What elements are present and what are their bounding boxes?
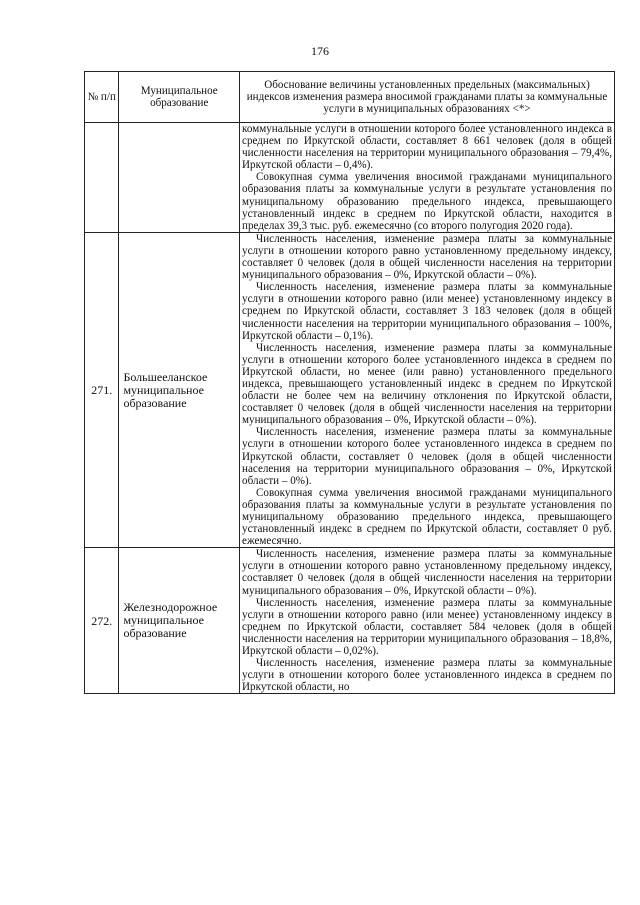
justification-paragraph: Численность населения, изменение размера платы за коммунальные услуги в отношении которого более установленного индекса в среднем по Иркутской области, составляет 0 человек (доля в общей численности населения на территории муниципального образования – 0%, Иркутской области – 0%).	[242, 426, 612, 487]
index-justification-table	[84, 71, 615, 694]
header-num: № п/п	[85, 72, 119, 123]
justification-paragraph: Совокупная сумма увеличения вносимой гражданами муниципального образования платы за коммунальные услуги в результате установления по муниципальному образованию предельного индекса, превышающего установленный индекс в среднем по Иркутской области, составляет 0 руб. ежемесячно.	[242, 486, 612, 548]
justification-text	[240, 123, 615, 233]
justification-text	[240, 548, 615, 694]
municipality-name: Железнодорожное муниципальное образование	[119, 548, 240, 694]
row-number	[85, 123, 119, 233]
justification-paragraph: Численность населения, изменение размера платы за коммунальные услуги в отношении которого более установленного индекса в среднем по Иркутской области, но	[242, 657, 612, 694]
justification-paragraph: Численность населения, изменение размера платы за коммунальные услуги в отношении которого равно установленному предельному индексу, составляет 0 человек (доля в общей численности населения на территории муниципального образования – 0%, Иркутской области – 0%).	[242, 548, 612, 597]
table-row	[85, 123, 615, 233]
justification-paragraph: Численность населения, изменение размера платы за коммунальные услуги в отношении которого равно установленному предельному индексу, составляет 0 человек (доля в общей численности населения на территории муниципального образования – 0%, Иркутской области – 0%).	[242, 232, 612, 282]
table-row	[85, 548, 615, 694]
header-justification: Обоснование величины установленных предельных (максимальных) индексов изменения размера вносимой гражданами платы за коммунальные услуги в муниципальных образованиях <*>	[240, 72, 615, 123]
justification-text	[240, 232, 615, 547]
justification-paragraph: Численность населения, изменение размера платы за коммунальные услуги в отношении которого равно (или менее) установленному индексу в среднем по Иркутской области, составляет 3 183 человек (доля в общей численности населения на территории муниципального образования – 100%, Иркутской области – 0,1%).	[242, 281, 612, 342]
justification-paragraph: Совокупная сумма увеличения вносимой гражданами муниципального образования платы за коммунальные услуги в результате установления по муниципальному образованию предельного индекса, превышающего установленный индекс в среднем по Иркутской области, находится в пределах 39,3 тыс. руб. ежемесячно (со второго полугодия 2020 года).	[242, 171, 612, 232]
row-number: 271.	[85, 232, 119, 547]
municipality-name: Большееланское муниципальное образование	[119, 232, 240, 547]
header-municipality: Муниципальное образование	[119, 72, 240, 123]
table-header-row	[85, 72, 615, 123]
row-number: 272.	[85, 548, 119, 694]
justification-paragraph: Численность населения, изменение размера платы за коммунальные услуги в отношении которого равно (или менее) установленному индексу в среднем по Иркутской области, составляет 584 человек (доля в общей численности населения на территории муниципального образования – 18,8%, Иркутской области – 0,02%).	[242, 596, 612, 658]
justification-paragraph: Численность населения, изменение размера платы за коммунальные услуги в отношении которого более установленного индекса в среднем по Иркутской области, но менее (или равно) установленного предельного индекса, превышающего установленный индекс в среднем по Иркутской области не более чем на величину отклонения по Иркутской области, составляет 0 человек (доля в общей численности населения на территории муниципального образования – 0%, Иркутской области – 0%).	[242, 341, 612, 427]
municipality-name	[119, 123, 240, 233]
page-number: 176	[311, 44, 329, 58]
table-row	[85, 232, 615, 547]
justification-paragraph: коммунальные услуги в отношении которого более установленного индекса в среднем по Иркутской области, составляет 8 661 человек (доля в общей численности населения на территории муниципального образования – 79,4%, Иркутской области – 0,4%).	[242, 123, 612, 172]
